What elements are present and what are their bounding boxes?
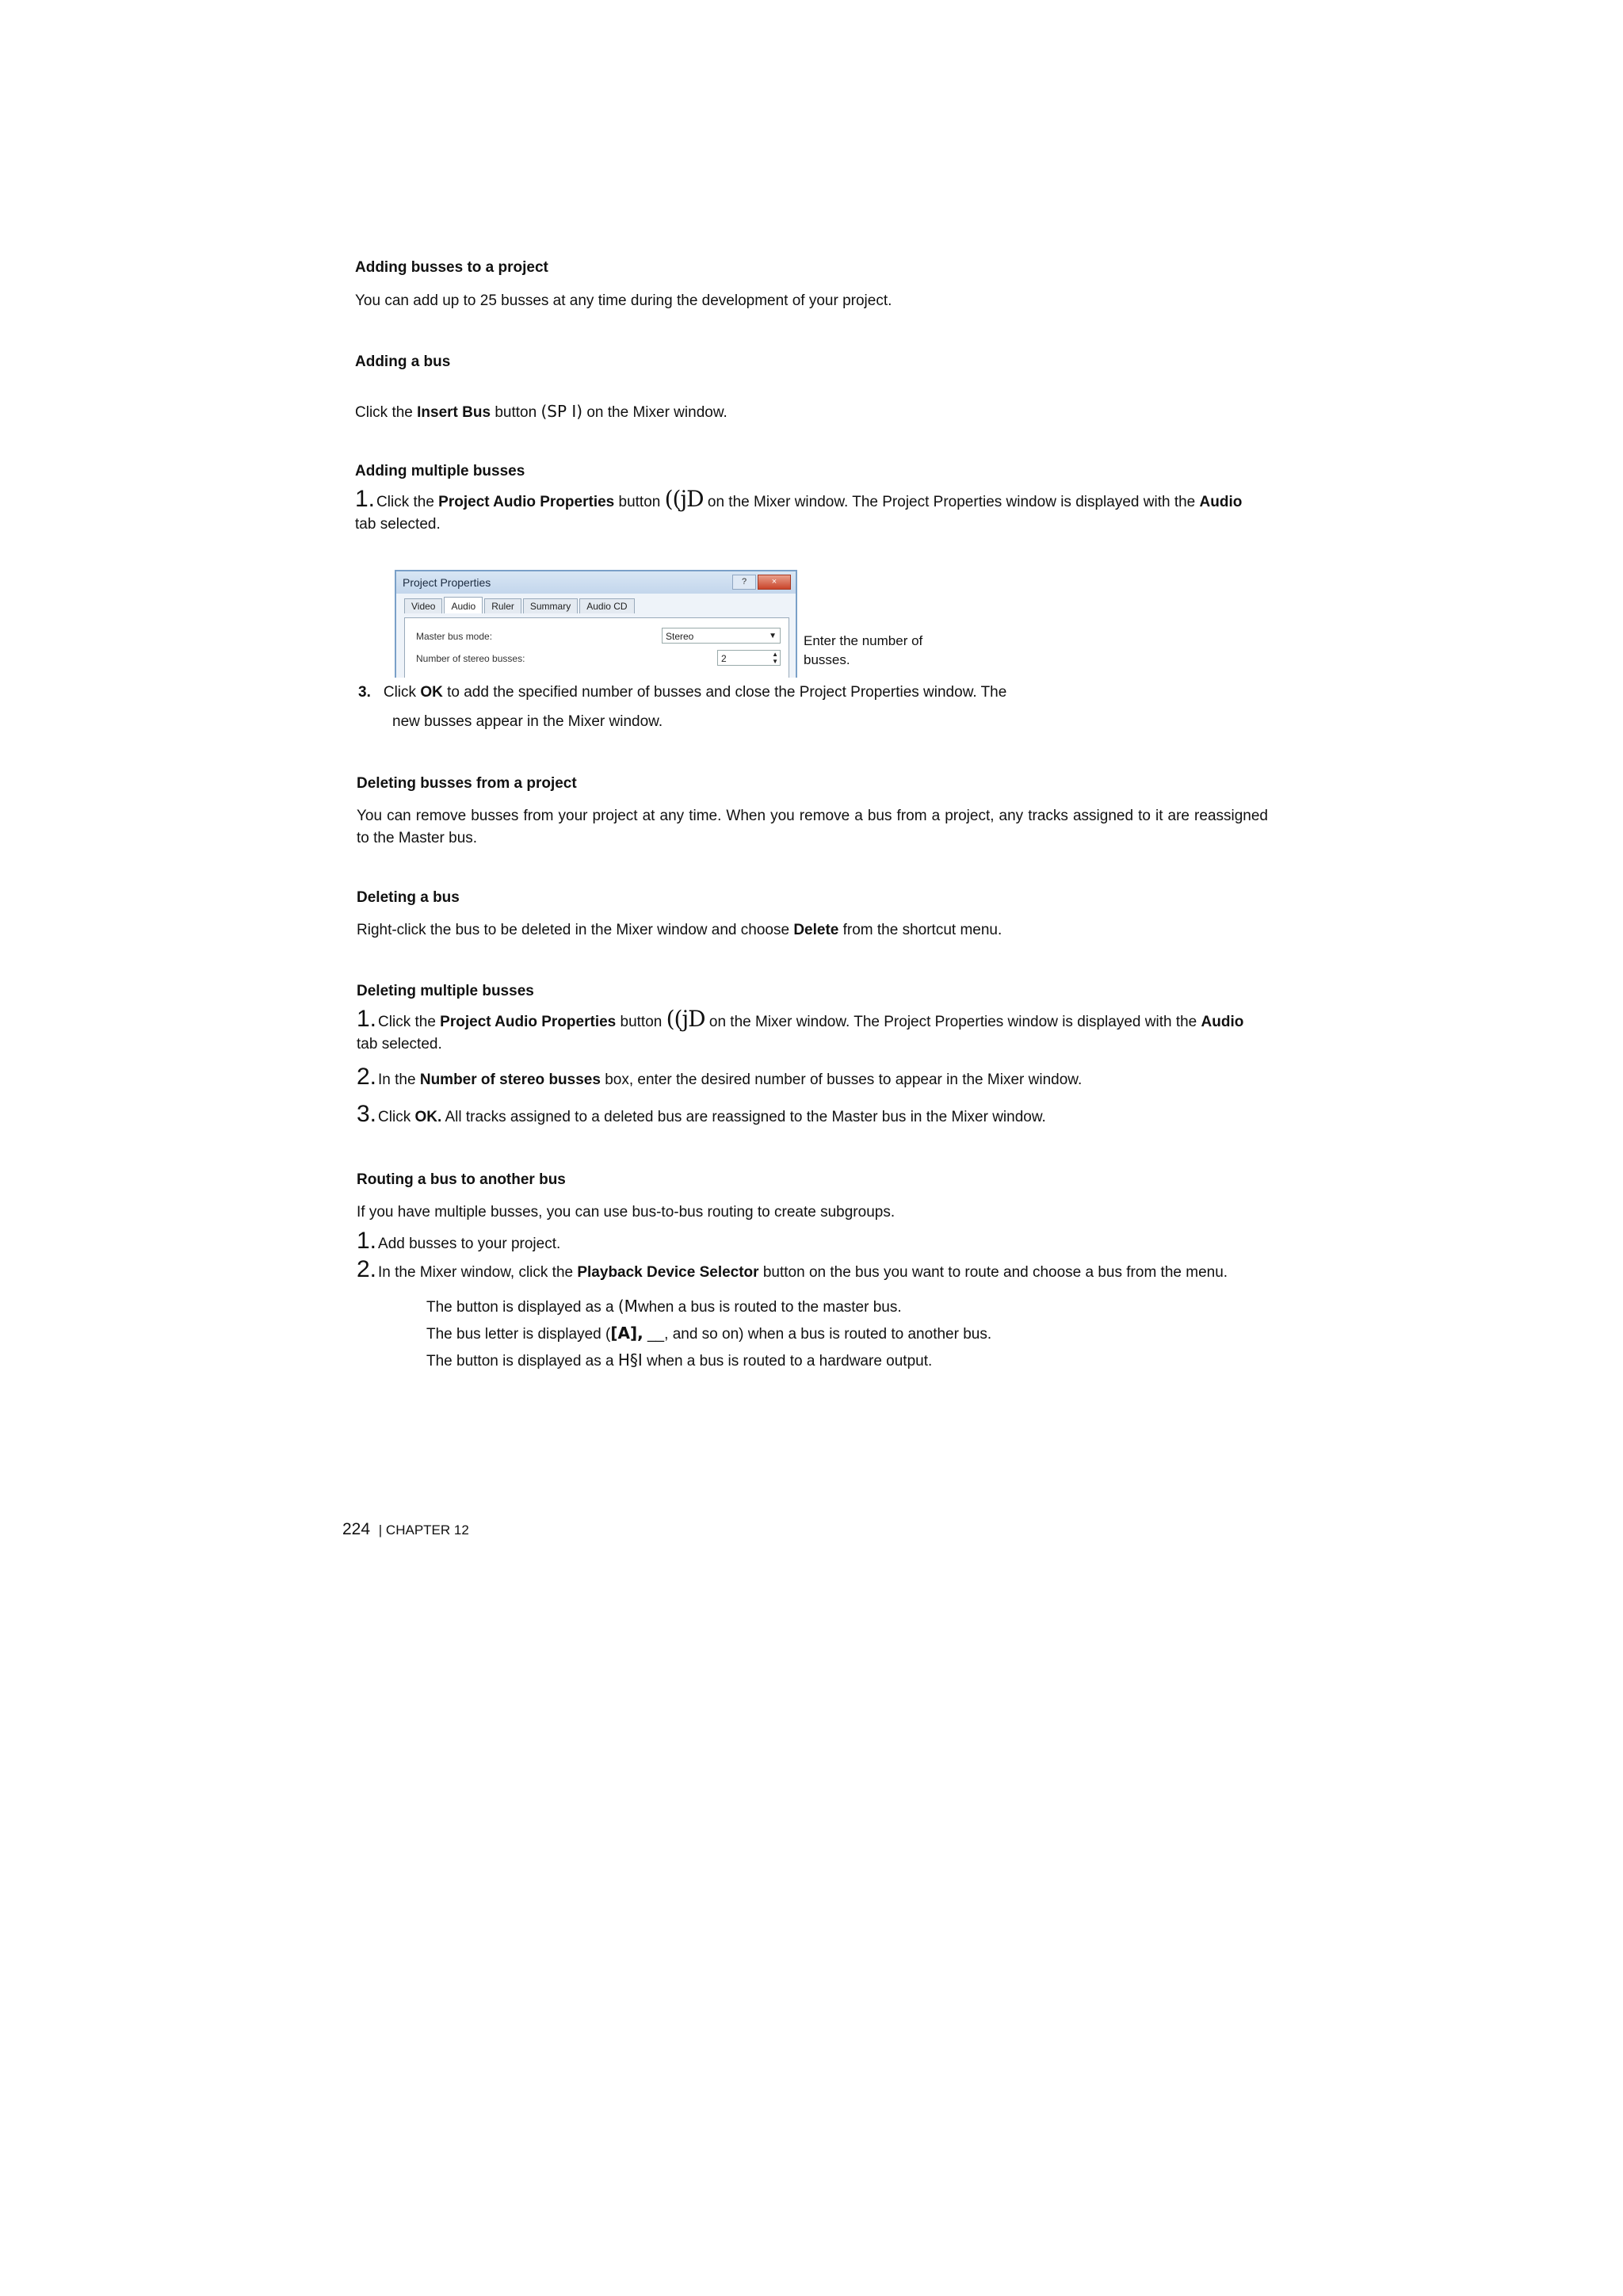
help-button[interactable]: ? [732,575,756,590]
dialog-title: Project Properties [403,576,491,589]
stereo-busses-label: Number of stereo busses: [416,653,525,664]
heading-adding-busses: Adding busses to a project [355,259,548,276]
deleting-bus-text: Right-click the bus to be deleted in the Mixer window and choose Delete from the shortcut menu. [357,922,1002,938]
deleting-step-3: 3. Click OK. All tracks assigned to a deleted bus are reassigned to the Master bus in the Mixer window. [357,1101,1046,1127]
tab-video[interactable]: Video [404,598,442,613]
routing-bullet-hardware: The button is displayed as a H§I when a bus is routed to a hardware output. [426,1350,933,1370]
stereo-busses-input[interactable]: 2 ▲ ▼ [717,650,781,666]
routing-bullet-master: The button is displayed as a (Mwhen a bus is routed to the master bus. [426,1297,902,1316]
adding-step-3: 3. Click OK to add the specified number of busses and close the Project Properties window. The [358,684,1007,701]
heading-deleting-a-bus: Deleting a bus [357,889,460,906]
tab-ruler[interactable]: Ruler [484,598,521,613]
page-number: 224 [342,1520,371,1538]
bus-letter-icon: [A], [610,1324,643,1343]
dialog-callout: Enter the number of busses. [804,633,923,667]
project-audio-properties-icon: ((jD [664,486,704,512]
routing-step-2: 2. In the Mixer window, click the Playback Device Selector button on the bus you want to route and choose a bus from the menu. [357,1256,1228,1282]
dialog-tabs [396,594,796,613]
adding-step-1: 1. Click the Project Audio Properties button ((jD on the Mixer window. The Project Properties window is displayed with the Audio tab selected. [355,486,1243,533]
project-properties-dialog [395,570,797,678]
adding-step-3-line2: new busses appear in the Mixer window. [392,713,663,730]
heading-adding-multiple-busses: Adding multiple busses [355,463,525,479]
adding-bus-text: Click the Insert Bus button (SP I) on the Mixer window. [355,402,727,421]
heading-deleting-busses: Deleting busses from a project [357,775,577,792]
master-bus-mode-label: Master bus mode: [416,631,493,642]
chevron-down-icon: ▼ [769,632,777,640]
dialog-title-bar [396,571,796,594]
tab-audio[interactable]: Audio [444,597,483,613]
audio-tab-panel [404,617,789,678]
tab-summary[interactable]: Summary [523,598,578,613]
master-bus-mode-select[interactable]: Stereo ▼ [662,628,781,644]
tab-audio-cd[interactable]: Audio CD [579,598,634,613]
deleting-step-1: 1. Click the Project Audio Properties button ((jD on the Mixer window. The Project Properties window is displayed with the Audio tab selected. [357,1006,1244,1052]
project-audio-properties-icon: ((jD [666,1006,705,1032]
deleting-step-2: 2. In the Number of stereo busses box, enter the desired number of busses to appear in the Mixer window. [357,1064,1083,1090]
routing-intro: If you have multiple busses, you can use bus-to-bus routing to create subgroups. [357,1204,896,1221]
deleting-intro: You can remove busses from your project at any time. When you remove a bus from a project, any tracks assigned to it are reassigned to the Master bus. [357,808,1268,846]
heading-deleting-multiple-busses: Deleting multiple busses [357,983,534,999]
adding-intro: You can add up to 25 busses at any time during the development of your project. [355,292,892,309]
insert-bus-icon: (SP I) [540,402,583,421]
heading-adding-a-bus: Adding a bus [355,353,451,370]
close-button[interactable]: × [758,575,791,590]
routing-bullet-bus-letter: The bus letter is displayed ([A], __, and so on) when a bus is routed to another bus. [426,1324,992,1343]
heading-routing: Routing a bus to another bus [357,1171,566,1188]
routing-step-1: 1. Add busses to your project. [357,1228,561,1254]
master-bus-icon: (M [617,1297,638,1316]
hardware-output-icon: H§I [617,1350,643,1370]
spinner-icon[interactable]: ▲ ▼ [772,651,778,665]
chapter-label: | CHAPTER 12 [378,1522,469,1538]
page-footer [342,1520,469,1539]
